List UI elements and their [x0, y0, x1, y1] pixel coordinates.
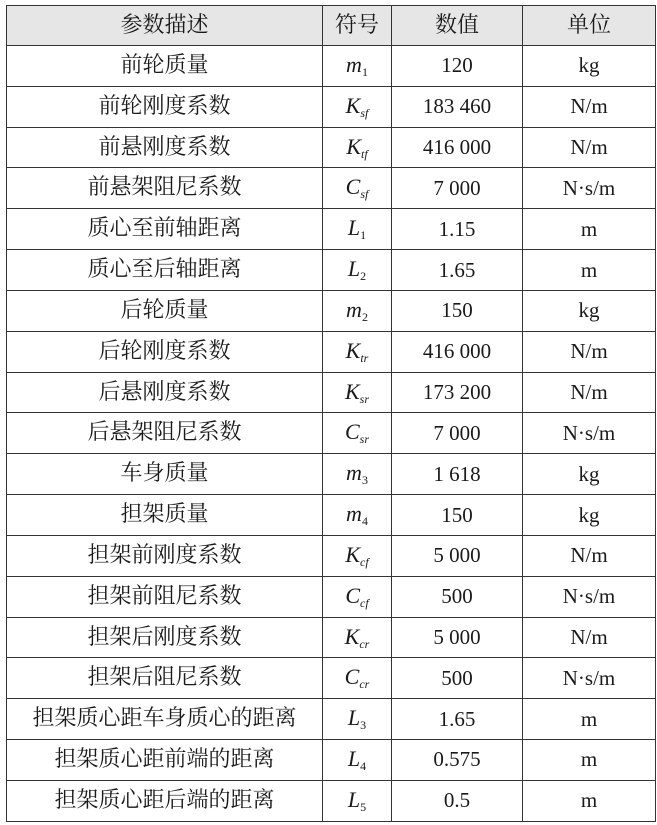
symbol-letter [345, 174, 369, 202]
symbol-letter [345, 542, 368, 567]
parameter-symbol [323, 168, 392, 209]
symbol-base: m [346, 51, 362, 77]
symbol-subscript: 1 [361, 64, 368, 79]
symbol-subscript: cf [360, 554, 369, 569]
parameter-unit: N·s/m [523, 658, 656, 699]
table-row [7, 331, 656, 372]
table-row [7, 658, 656, 699]
table-row [7, 699, 656, 740]
parameter-description: 担架质心距后端的距离 [7, 780, 323, 821]
table-row [7, 127, 656, 168]
parameter-description: 前悬刚度系数 [7, 127, 323, 168]
parameter-symbol [323, 46, 392, 87]
symbol-letter [346, 338, 369, 363]
parameter-unit: N/m [523, 617, 656, 658]
parameter-value: 150 [392, 290, 523, 331]
symbol-subscript: cf [360, 595, 369, 610]
symbol-base: L [347, 215, 361, 241]
symbol-base: K [345, 541, 360, 567]
parameter-unit: N·s/m [523, 168, 656, 209]
parameter-symbol [323, 86, 392, 127]
symbol-base: C [345, 582, 360, 608]
symbol-base: C [345, 174, 361, 200]
parameter-value: 416 000 [392, 331, 523, 372]
parameter-table [6, 5, 656, 822]
parameter-value: 416 000 [392, 127, 523, 168]
symbol-base: K [344, 378, 360, 404]
parameter-value: 120 [392, 46, 523, 87]
symbol-letter [345, 379, 369, 404]
table-row [7, 209, 656, 250]
table-row [7, 372, 656, 413]
symbol-letter [346, 297, 368, 322]
symbol-letter [348, 787, 366, 812]
symbol-letter [347, 256, 367, 284]
symbol-base: C [344, 419, 360, 445]
parameter-value: 0.5 [392, 780, 523, 821]
parameter-value: 1 618 [392, 454, 523, 495]
parameter-description: 后轮刚度系数 [7, 331, 323, 372]
symbol-letter [346, 93, 369, 118]
parameter-value: 5 000 [392, 617, 523, 658]
parameter-unit: m [523, 699, 656, 740]
symbol-base: L [347, 705, 361, 731]
parameter-unit: kg [523, 454, 656, 495]
table-row [7, 535, 656, 576]
parameter-unit: kg [523, 495, 656, 536]
symbol-subscript: 4 [361, 514, 368, 529]
parameter-value: 1.65 [392, 699, 523, 740]
parameter-symbol [323, 658, 392, 699]
parameter-symbol [323, 290, 392, 331]
symbol-base: K [345, 92, 361, 118]
parameter-description: 前轮质量 [7, 46, 323, 87]
symbol-letter [346, 501, 368, 529]
symbol-letter [344, 664, 370, 692]
parameter-description: 担架质心距前端的距离 [7, 740, 323, 781]
parameter-description: 担架后刚度系数 [7, 617, 323, 658]
symbol-letter [347, 705, 367, 733]
table-row [7, 290, 656, 331]
symbol-subscript: sf [360, 105, 369, 120]
parameter-symbol [323, 617, 392, 658]
symbol-letter [346, 460, 368, 488]
symbol-letter [345, 583, 368, 608]
symbol-subscript: 2 [361, 309, 368, 324]
symbol-subscript: sr [359, 432, 370, 447]
table-row [7, 617, 656, 658]
parameter-symbol [323, 372, 392, 413]
parameter-value: 1.65 [392, 250, 523, 291]
table-row [7, 495, 656, 536]
symbol-subscript: tr [360, 350, 369, 365]
parameter-description: 担架前阻尼系数 [7, 576, 323, 617]
symbol-base: K [345, 337, 361, 363]
table-row [7, 780, 656, 821]
table-row [7, 413, 656, 454]
parameter-unit: m [523, 250, 656, 291]
symbol-base: L [347, 256, 361, 282]
parameter-value: 7 000 [392, 413, 523, 454]
header-row [7, 6, 656, 46]
parameter-value: 500 [392, 576, 523, 617]
parameter-description: 车身质量 [7, 454, 323, 495]
symbol-subscript: cr [359, 636, 370, 651]
parameter-value: 7 000 [392, 168, 523, 209]
symbol-subscript: cr [359, 677, 370, 692]
symbol-base: K [346, 133, 361, 159]
parameter-symbol [323, 535, 392, 576]
symbol-subscript: sr [359, 391, 370, 406]
parameter-symbol [323, 454, 392, 495]
symbol-subscript: 5 [360, 799, 367, 814]
parameter-unit: m [523, 209, 656, 250]
symbol-letter [347, 215, 367, 243]
parameter-symbol [323, 495, 392, 536]
symbol-subscript: 4 [360, 758, 367, 773]
parameter-value: 5 000 [392, 535, 523, 576]
parameter-symbol [323, 413, 392, 454]
parameter-value: 0.575 [392, 740, 523, 781]
parameter-description: 担架质心距车身质心的距离 [7, 699, 323, 740]
header-value: 数值 [392, 6, 523, 46]
parameter-symbol [323, 699, 392, 740]
table-body [7, 46, 656, 822]
table-row [7, 46, 656, 87]
symbol-subscript: 2 [360, 269, 367, 284]
symbol-subscript: tf [361, 146, 368, 161]
parameter-unit: N/m [523, 331, 656, 372]
parameter-description: 担架质量 [7, 495, 323, 536]
parameter-unit: kg [523, 290, 656, 331]
parameter-description: 前悬架阻尼系数 [7, 168, 323, 209]
symbol-base: L [347, 786, 361, 812]
parameter-value: 500 [392, 658, 523, 699]
parameter-symbol [323, 127, 392, 168]
parameter-unit: m [523, 780, 656, 821]
parameter-unit: N/m [523, 535, 656, 576]
symbol-base: L [347, 745, 361, 771]
parameter-value: 183 460 [392, 86, 523, 127]
parameter-value: 173 200 [392, 372, 523, 413]
symbol-letter [346, 52, 368, 77]
table-row [7, 454, 656, 495]
parameter-unit: kg [523, 46, 656, 87]
table-row [7, 740, 656, 781]
symbol-subscript: 1 [360, 228, 367, 243]
symbol-base: m [346, 501, 362, 527]
symbol-base: m [346, 296, 362, 322]
symbol-base: C [344, 664, 360, 690]
parameter-symbol [323, 576, 392, 617]
parameter-description: 后悬刚度系数 [7, 372, 323, 413]
parameter-symbol [323, 250, 392, 291]
symbol-base: K [344, 623, 360, 649]
table-row [7, 86, 656, 127]
header-symbol: 符号 [323, 6, 392, 46]
table-row [7, 168, 656, 209]
parameter-unit: N/m [523, 127, 656, 168]
symbol-letter [346, 134, 367, 159]
parameter-symbol [323, 780, 392, 821]
parameter-description: 担架前刚度系数 [7, 535, 323, 576]
parameter-description: 前轮刚度系数 [7, 86, 323, 127]
symbol-letter [344, 419, 370, 447]
parameter-value: 1.15 [392, 209, 523, 250]
parameter-description: 担架后阻尼系数 [7, 658, 323, 699]
symbol-letter [345, 624, 370, 649]
parameter-symbol [323, 740, 392, 781]
parameter-description: 质心至前轴距离 [7, 209, 323, 250]
header-unit: 单位 [523, 6, 656, 46]
parameter-value: 150 [392, 495, 523, 536]
parameter-unit: N/m [523, 372, 656, 413]
symbol-subscript: 3 [361, 473, 368, 488]
parameter-description: 后轮质量 [7, 290, 323, 331]
parameter-unit: N·s/m [523, 413, 656, 454]
parameter-unit: N·s/m [523, 576, 656, 617]
parameter-description: 后悬架阻尼系数 [7, 413, 323, 454]
symbol-base: m [346, 460, 362, 486]
parameter-unit: m [523, 740, 656, 781]
symbol-letter [348, 746, 366, 771]
table-row [7, 576, 656, 617]
symbol-subscript: sf [360, 187, 369, 202]
table-row [7, 250, 656, 291]
header-description: 参数描述 [7, 6, 323, 46]
parameter-description: 质心至后轴距离 [7, 250, 323, 291]
parameter-symbol [323, 209, 392, 250]
symbol-subscript: 3 [360, 718, 367, 733]
parameter-unit: N/m [523, 86, 656, 127]
parameter-symbol [323, 331, 392, 372]
